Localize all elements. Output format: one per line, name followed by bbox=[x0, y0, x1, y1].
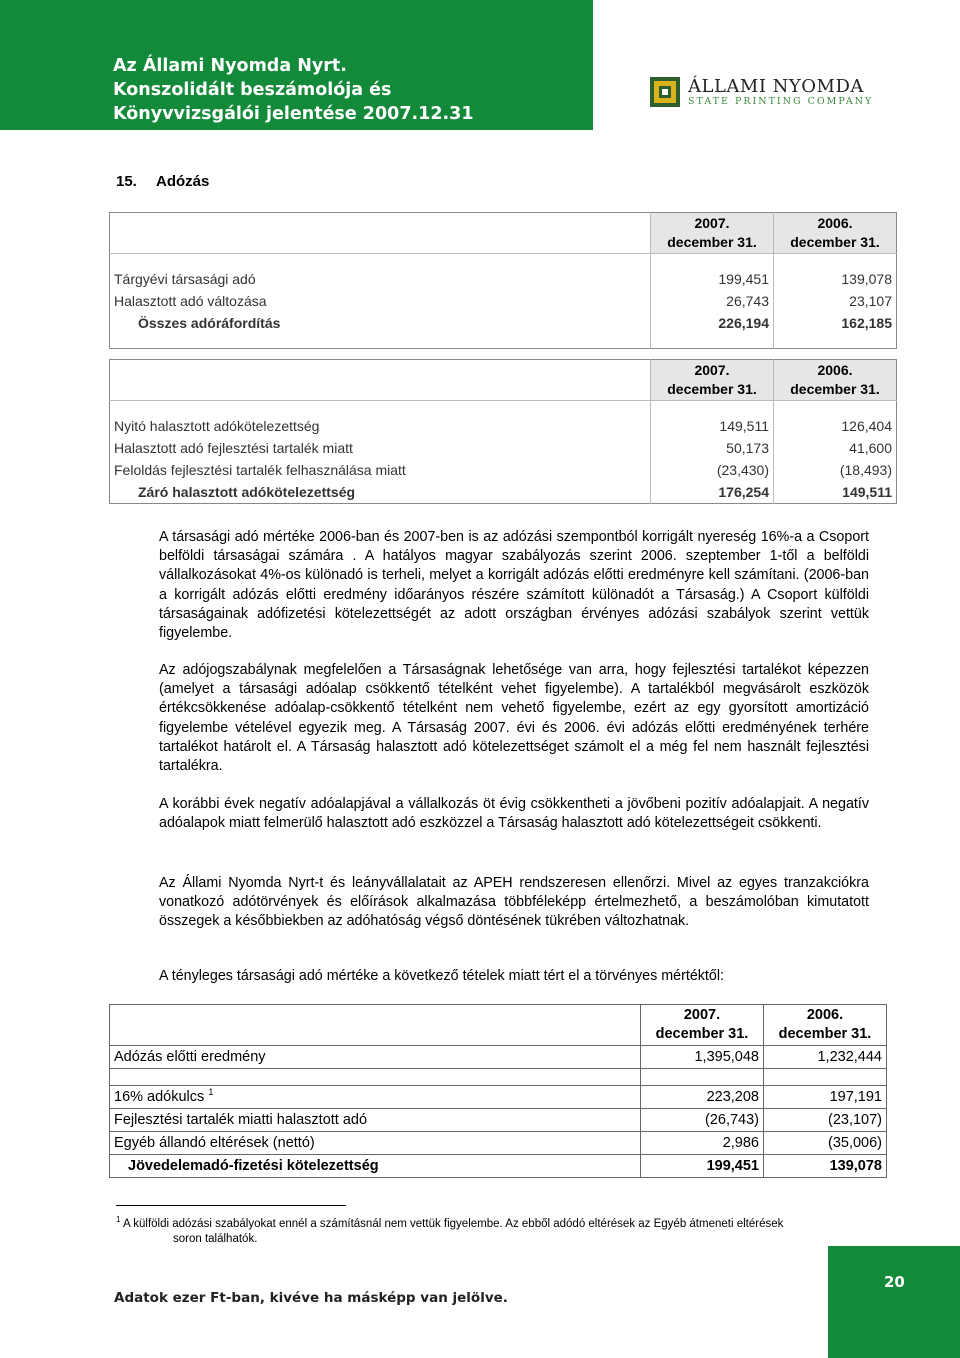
table-row: Adózás előtti eredmény 1,395,048 1,232,444 bbox=[110, 1046, 887, 1069]
column-header-2006: 2006. december 31. bbox=[774, 213, 897, 254]
logo-subtitle: STATE PRINTING COMPANY bbox=[688, 96, 874, 107]
table-header-row bbox=[110, 1005, 887, 1046]
deferred-tax-table bbox=[109, 359, 897, 504]
report-title-line-1: Az Állami Nyomda Nyrt. bbox=[113, 56, 347, 76]
report-title-line-2: Konszolidált beszámolója és bbox=[113, 80, 392, 100]
table-header-row bbox=[110, 213, 897, 254]
paragraph-tax-audit: Az Állami Nyomda Nyrt-t és leányvállalatait az APEH rendszeresen ellenőrzi. Mivel az egyes tranzakciókra vonatkozó adótörvények és előírások alkalmazása többféleképp értelmezhető, a beszámolóban kimutatott összegek a későbbiekben az adóhatóság végső döntésének tükrében változhatnak. bbox=[159, 875, 869, 930]
table-total-row: Összes adóráfordítás 226,194 162,185 bbox=[110, 312, 897, 334]
paragraph-tax-rate: A társasági adó mértéke 2006-ban és 2007-ben is az adózási szempontból korrigált nyereség 16%-a a Csoport belföldi társaságai számára . A hatályos magyar szabályozás szerint 2006. szeptember 1-től a belföldi vállalkozásokat 4%-os különadó is terheli, melyet a korrigált adózás előtti eredményre kell számítani. (2006-ban a korrigált adózás előtti eredmény időarányos részére számított különadót a Társaság.) A Csoport külföldi társaságainak adófizetési kötelezettségét az adott országban érvényes adózási szabályok szerint vettük figyelembe. bbox=[159, 529, 869, 642]
table-total-row: Záró halasztott adókötelezettség 176,254 149,511 bbox=[110, 481, 897, 504]
table-row: Nyitó halasztott adókötelezettség 149,511 126,404 bbox=[110, 415, 897, 437]
section-number: 15. bbox=[116, 173, 137, 190]
column-header-2006: 2006. december 31. bbox=[764, 1005, 887, 1046]
column-header-2007: 2007. december 31. bbox=[651, 360, 774, 401]
table-header-row bbox=[110, 360, 897, 401]
paragraph-reconciliation-intro: A tényleges társasági adó mértéke a következő tételek miatt tért el a törvényes mértéktől: bbox=[159, 968, 725, 984]
table-row: 16% adókulcs $^1$ 223,208 197,191 bbox=[110, 1086, 887, 1109]
table-row: Halasztott adó fejlesztési tartalék miatt 50,173 41,600 bbox=[110, 437, 897, 459]
tax-expense-table bbox=[109, 212, 897, 349]
header-banner bbox=[0, 0, 593, 130]
footnote-text-continued: soron találhatók. bbox=[173, 1232, 258, 1245]
tax-reconciliation-table bbox=[109, 1004, 887, 1178]
report-title bbox=[113, 54, 474, 126]
paragraph-tax-losses: A korábbi évek negatív adóalapjával a vállalkozás öt évig csökkentheti a jövőbeni pozitív adóalapjait. A negatív adóalapok miatt felmerülő halasztott adó eszközzel a Társaság halasztott adó kötelezettségeit csökkenti. bbox=[159, 796, 869, 832]
table-total-row: Jövedelemadó-fizetési kötelezettség 199,451 139,078 bbox=[110, 1155, 887, 1178]
footnote-reference: 1 bbox=[208, 1087, 214, 1098]
section-heading bbox=[116, 173, 209, 190]
table-row: Egyéb állandó eltérések (nettó) 2,986 (35,006) bbox=[110, 1132, 887, 1155]
paragraph-development-reserve: Az adójogszabálynak megfelelően a Társaságnak lehetősége van arra, hogy fejlesztési tartalékot képezzen (amelyet a társasági adóalap csökkentő tételként vehet figyelembe). A tartalékból megvásárolt eszközök értékcsökkenése adóalap-csökkentő tételként nem vehető figyelembe, ezért az egy gyorsított amortizáció figyelembe vételével egyezik meg. A Társaság 2007. évi és 2006. évi adózás előtti eredményének terhére tartalékot határolt el. A Társaság halasztott adó kötelezettséget számolt el a még fel nem használt fejlesztési tartalékra. bbox=[159, 662, 869, 775]
page-number: 20 bbox=[884, 1273, 905, 1291]
footnote-text: A külföldi adózási szabályokat ennél a számításnál nem vettük figyelembe. Az ebből adódó eltérések az Egyéb átmeneti eltérések bbox=[123, 1217, 784, 1230]
table-row: Halasztott adó változása 26,743 23,107 bbox=[110, 290, 897, 312]
table-row: Feloldás fejlesztési tartalék felhasználása miatt (23,430) (18,493) bbox=[110, 459, 897, 481]
page-number-box bbox=[828, 1246, 960, 1358]
column-header-2007: 2007. december 31. bbox=[641, 1005, 764, 1046]
footnote-mark: 1 bbox=[116, 1215, 121, 1224]
column-header-2006: 2006. december 31. bbox=[774, 360, 897, 401]
footnote-divider bbox=[116, 1205, 346, 1206]
footnote bbox=[116, 1212, 876, 1247]
report-title-line-3: Könyvvizsgálói jelentése 2007.12.31 bbox=[113, 104, 474, 124]
company-logo bbox=[650, 72, 900, 112]
logo-name: ÁLLAMI NYOMDA bbox=[688, 76, 864, 97]
column-header-2007: 2007. december 31. bbox=[651, 213, 774, 254]
table-row: Tárgyévi társasági adó 199,451 139,078 bbox=[110, 268, 897, 290]
section-title: Adózás bbox=[156, 173, 210, 190]
table-row: Fejlesztési tartalék miatti halasztott adó (26,743) (23,107) bbox=[110, 1109, 887, 1132]
logo-mark-icon bbox=[650, 77, 680, 107]
currency-note: Adatok ezer Ft-ban, kivéve ha másképp van jelölve. bbox=[114, 1290, 508, 1306]
